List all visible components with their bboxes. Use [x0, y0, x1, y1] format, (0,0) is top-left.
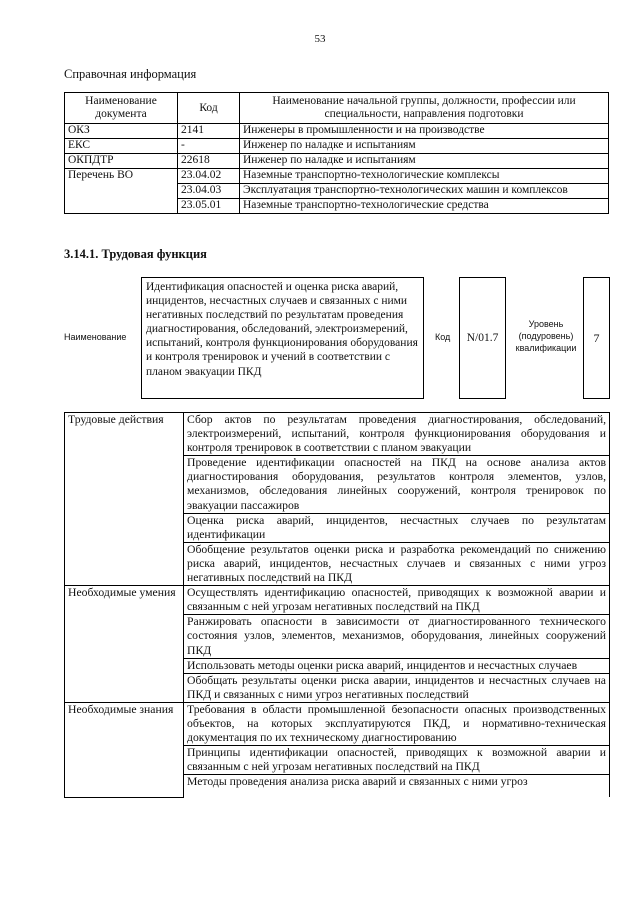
function-title: 3.14.1. Трудовая функция: [64, 247, 207, 261]
details-item: Ранжировать опасности в зависимости от диагностированного технического состояния узлов, элементов, механизмов, оборудования, линейных сооружений ПКД: [184, 615, 610, 658]
details-item: Обобщать результаты оценки риска аварии, инцидентов и несчастных случаев на ПКД и связанных с ними угроз негативных последствий: [184, 673, 610, 702]
details-item: Принципы идентификации опасностей, приводящих к возможной аварии и связанным с ней угрозам негативных последствий на ПКД: [184, 746, 610, 775]
details-item: Требования в области промышленной безопасности опасных производственных объектов, на которых эксплуатируются ПКД, и нормативно-техническая документация по их техническому диагностированию: [184, 702, 610, 745]
function-code-box: [459, 277, 506, 399]
name-label: Наименование: [64, 332, 127, 342]
reference-name-cell: Наземные транспортно-технологические комплексы: [240, 169, 609, 184]
details-row: [65, 586, 610, 615]
function-level-value: 7: [593, 330, 600, 345]
details-item: Сбор актов по результатам проведения диагностирования, обследований, электроизмерений, испытаний, контроля функционирования оборудования и контроля тренировок в соответствии с планом эвакуации: [184, 413, 610, 456]
section-heading-actions: Трудовые действия: [65, 413, 184, 586]
reference-column-header: Наименование документа: [65, 93, 178, 124]
reference-code-cell: 22618: [178, 154, 240, 169]
reference-code-cell: 23.05.01: [178, 199, 240, 214]
reference-title: Справочная информация: [64, 67, 197, 81]
reference-doc-cell: ОКПДТР: [65, 154, 178, 169]
details-row: [65, 413, 610, 456]
level-label: Уровень (подуровень) квалификации: [515, 319, 577, 353]
reference-code-cell: -: [178, 139, 240, 154]
reference-row: [65, 139, 609, 154]
reference-name-cell: Инженер по наладке и испытаниям: [240, 139, 609, 154]
reference-row: [65, 124, 609, 139]
reference-code-cell: 2141: [178, 124, 240, 139]
reference-doc-cell: Перечень ВО: [65, 169, 178, 214]
reference-column-header: Код: [178, 93, 240, 124]
reference-code-cell: 23.04.02: [178, 169, 240, 184]
reference-name-cell: Инженеры в промышленности и на производстве: [240, 124, 609, 139]
reference-table: [64, 92, 609, 214]
reference-name-cell: Эксплуатация транспортно-технологических машин и комплексов: [240, 184, 609, 199]
reference-header-row: [65, 93, 609, 124]
reference-code-cell: 23.04.03: [178, 184, 240, 199]
reference-name-cell: Инженер по наладке и испытаниям: [240, 154, 609, 169]
code-label: Код: [435, 332, 451, 342]
section-heading-skills: Необходимые умения: [65, 586, 184, 703]
reference-row: [65, 169, 609, 184]
details-row: [65, 702, 610, 745]
function-details-table: [64, 412, 610, 798]
page-number: 53: [314, 33, 326, 45]
reference-column-header: Наименование начальной группы, должности, профессии или специальности, направления подготовки: [240, 93, 609, 124]
reference-name-cell: Наземные транспортно-технологические средства: [240, 199, 609, 214]
function-level-box: [583, 277, 610, 399]
reference-doc-cell: ОКЗ: [65, 124, 178, 139]
details-item: Методы проведения анализа риска аварий и связанных с ними угроз: [184, 775, 610, 798]
function-code-value: N/01.7: [466, 332, 499, 344]
details-item: Обобщение результатов оценки риска и разработка рекомендаций по снижению риска аварий, инцидентов, несчастных случаев и связанных с ними угроз негативных последствий на ПКД: [184, 542, 610, 585]
section-heading-knowledge: Необходимые знания: [65, 702, 184, 797]
details-item: Проведение идентификации опасностей на ПКД на основе анализа актов диагностирования оборудования, результатов контроля элементов, узлов, механизмов, обследования линейных сооружений, контроля тренировок по эвакуации пассажиров: [184, 456, 610, 513]
reference-doc-cell: ЕКС: [65, 139, 178, 154]
details-item: Осуществлять идентификацию опасностей, приводящих к возможной аварии и связанным с ней угрозам негативных последствий на ПКД: [184, 586, 610, 615]
function-name-box: Идентификация опасностей и оценка риска аварий, инцидентов, несчастных случаев и связанных с ними негативных последствий по результатам проведения диагностирования, обследований, электроизмерений, испытаний, контроля функционирования оборудования и контроля тренировок и учений в соответствии с планом эвакуации ПКД: [141, 277, 424, 399]
details-item: Использовать методы оценки риска аварий, инцидентов и несчастных случаев: [184, 658, 610, 673]
details-item: Оценка риска аварий, инцидентов, несчастных случаев по результатам идентификации: [184, 513, 610, 542]
reference-row: [65, 154, 609, 169]
